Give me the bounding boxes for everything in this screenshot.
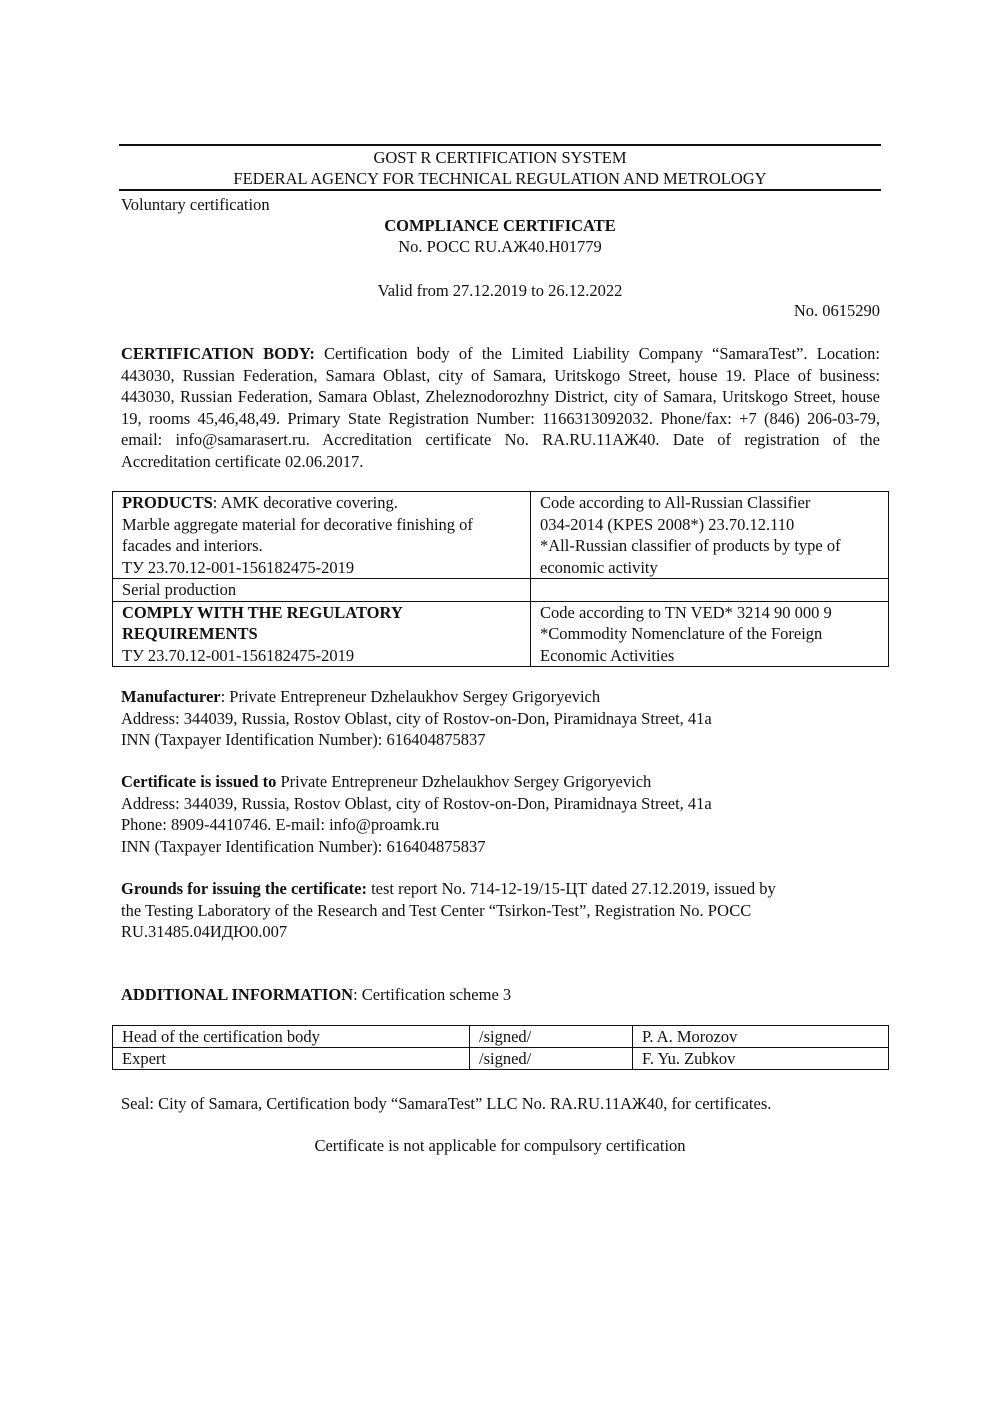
grounds-text: test report No. 714-12-19/15-ЦТ dated 27.12.2019, issued by: [366, 879, 776, 898]
products-spec: ТУ 23.70.12-001-156182475-2019: [122, 557, 355, 577]
manufacturer-label: Manufacturer: [121, 687, 221, 706]
applicability-notice: Certificate is not applicable for compulsory certification: [314, 1136, 686, 1155]
certification-body-text: Certification body of the Limited Liability Company “SamaraTest”. Location: 443030, Russian Federation, Samara Oblast, city of Samara, Uritskogo Street, house 19. Place of business: 443030, Russian Federation, Samara Oblast, Zheleznodorozhny District, city of Samara, Uritskogo Street, house 19, rooms 45,46,48,49. Primary State Registration Number: 1166313092032. Phone/fax: +7 (846) 206-03-79, email: info@samarasert.ru. Accreditation certificate No. RA.RU.11АЖ40. Date of registration of the Accreditation certificate 02.06.2017.: [121, 344, 881, 471]
signature-role: Expert: [113, 1048, 470, 1070]
classifier-line: 034-2014 (KPES 2008*) 23.70.12.110: [540, 514, 795, 534]
certificate-number: No. РОСС RU.АЖ40.Н01779: [398, 237, 602, 256]
comply-label: REQUIREMENTS: [122, 624, 258, 643]
certification-body-section: [121, 343, 880, 472]
header-system: GOST R CERTIFICATION SYSTEM: [373, 148, 627, 167]
tnved-line: Economic Activities: [540, 645, 675, 665]
signature-name: F. Yu. Zubkov: [633, 1048, 889, 1070]
products-table: [112, 491, 889, 667]
classifier-line: economic activity: [540, 557, 658, 577]
issued-to-inn: INN (Taxpayer Identification Number): 616404875837: [121, 836, 486, 856]
table-row: [113, 1048, 889, 1070]
issued-to-contacts: Phone: 8909-4410746. E-mail: info@proamk.ru: [121, 815, 440, 834]
manufacturer-name: : Private Entrepreneur Dzhelaukhov Sergey Grigoryevich: [220, 687, 601, 706]
grounds-text: RU.31485.04ИДЮ0.007: [121, 922, 288, 941]
classifier-line: Code according to All-Russian Classifier: [540, 493, 811, 512]
additional-info-label: ADDITIONAL INFORMATION: [121, 985, 354, 1004]
signatures-table: [112, 1025, 889, 1070]
header-agency: FEDERAL AGENCY FOR TECHNICAL REGULATION AND METROLOGY: [233, 169, 767, 188]
manufacturer-address: Address: 344039, Russia, Rostov Oblast, city of Rostov-on-Don, Piramidnaya Street, 41a: [121, 708, 712, 728]
products-label: PRODUCTS: [122, 493, 213, 512]
certificate-title: COMPLIANCE CERTIFICATE: [384, 216, 616, 235]
manufacturer-inn: INN (Taxpayer Identification Number): 616404875837: [121, 730, 486, 749]
signature-name: P. A. Morozov: [633, 1026, 889, 1048]
issued-to-label: Certificate is issued to: [121, 772, 277, 791]
grounds-text: the Testing Laboratory of the Research and Test Center “Tsirkon-Test”, Registration No. РОСС: [121, 900, 752, 920]
signature-status: /signed/: [470, 1048, 633, 1070]
classifier-code-cell: [531, 492, 889, 579]
products-text: : AMK decorative covering.: [212, 493, 398, 512]
empty-cell: [531, 579, 889, 602]
comply-label: COMPLY WITH THE REGULATORY: [122, 602, 403, 622]
seal-note: Seal: City of Samara, Certification body “SamaraTest” LLC No. RA.RU.11АЖ40, for certificates.: [121, 1094, 772, 1113]
signature-role: Head of the certification body: [113, 1026, 470, 1048]
tnved-line: Code according to TN VED* 3214 90 000 9: [540, 602, 832, 622]
additional-info-text: : Certification scheme 3: [353, 985, 512, 1004]
header-bottom-rule: [119, 189, 881, 191]
table-row: [113, 579, 889, 602]
tnved-line: *Commodity Nomenclature of the Foreign: [540, 624, 823, 643]
certification-body-label: CERTIFICATION BODY:: [121, 344, 315, 363]
grounds-label: Grounds for issuing the certificate:: [121, 879, 367, 898]
issued-to-section: [121, 771, 881, 857]
products-line: facades and interiors.: [122, 536, 263, 555]
table-row: [113, 1026, 889, 1048]
issued-to-address: Address: 344039, Russia, Rostov Oblast, city of Rostov-on-Don, Piramidnaya Street, 41a: [121, 793, 712, 813]
issued-to-name: Private Entrepreneur Dzhelaukhov Sergey Grigoryevich: [276, 772, 652, 791]
regulatory-requirements-cell: [113, 601, 531, 667]
serial-production-cell: Serial production: [113, 579, 531, 602]
products-line: Marble aggregate material for decorative finishing of: [122, 514, 473, 534]
comply-spec: ТУ 23.70.12-001-156182475-2019: [122, 645, 355, 665]
header-top-rule: [119, 144, 881, 146]
tnved-code-cell: [531, 601, 889, 667]
voluntary-label: Voluntary certification: [121, 195, 270, 214]
grounds-section: [121, 878, 881, 943]
validity-period: Valid from 27.12.2019 to 26.12.2022: [377, 281, 623, 300]
table-row: [113, 601, 889, 667]
classifier-line: *All-Russian classifier of products by type of: [540, 536, 841, 555]
manufacturer-section: [121, 686, 881, 751]
signature-status: /signed/: [470, 1026, 633, 1048]
products-cell: [113, 492, 531, 579]
table-row: [113, 492, 889, 579]
additional-info-section: [121, 984, 881, 1006]
form-number: No. 0615290: [793, 301, 880, 320]
